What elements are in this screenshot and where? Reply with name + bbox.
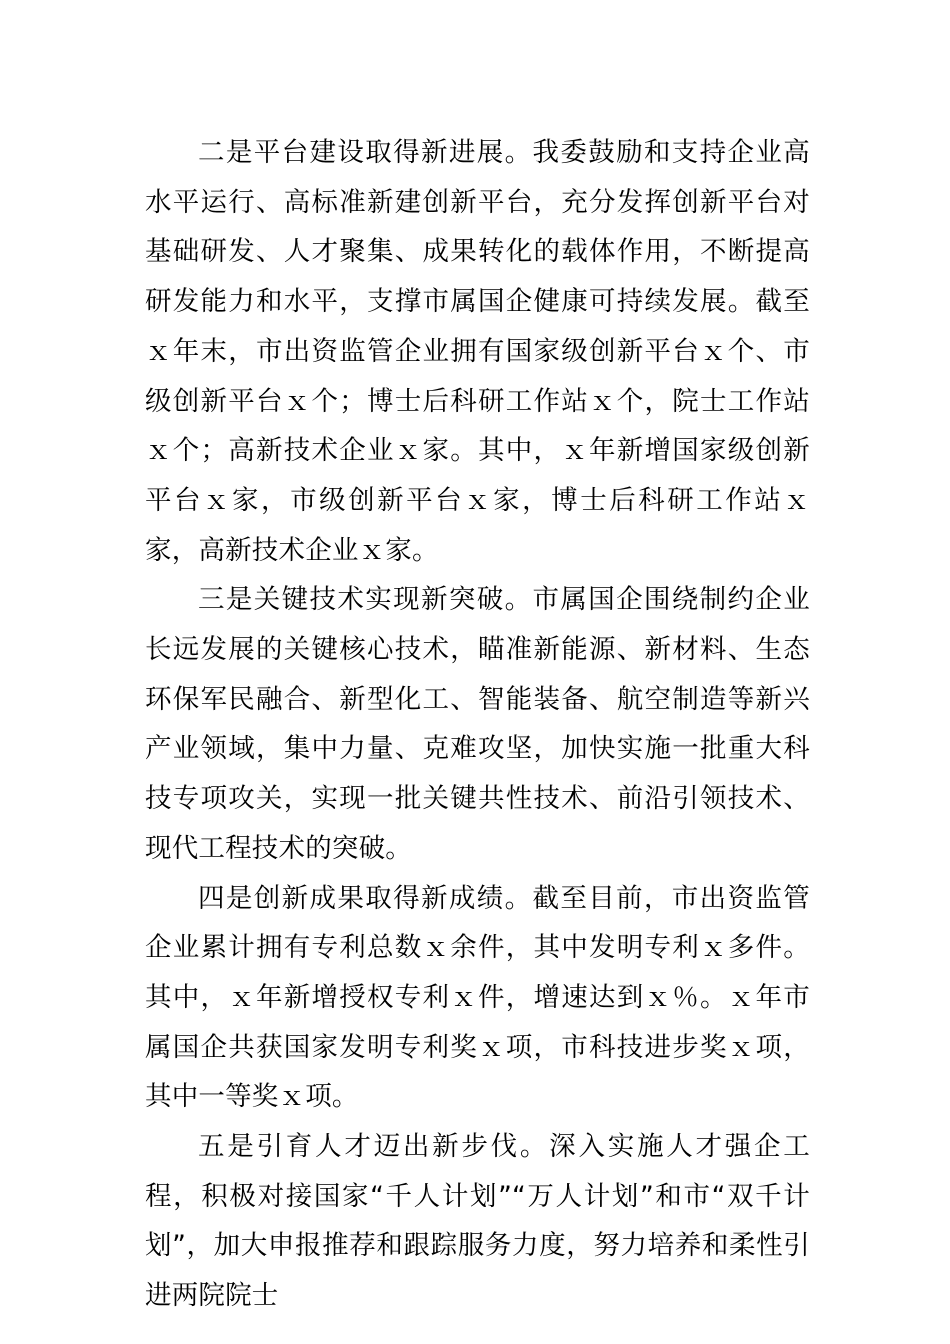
paragraph-platform-construction: 二是平台建设取得新进展。我委鼓励和支持企业高水平运行、高标准新建创新平台，充分发挥创新平台对基础研发、人才聚集、成果转化的载体作用，不断提高研发能力和水平，支撑市属国企健康可持续发展。截至ｘ年末，市出资监管企业拥有国家级创新平台ｘ个、市级创新平台ｘ个；博士后科研工作站ｘ个，院士工作站ｘ个；高新技术企业ｘ家。其中，ｘ年新增国家级创新平台ｘ家，市级创新平台ｘ家，博士后科研工作站ｘ家，高新技术企业ｘ家。: [145, 137, 810, 566]
paragraph-key-technology: 三是关键技术实现新突破。市属国企围绕制约企业长远发展的关键核心技术，瞄准新能源、新材料、生态环保军民融合、新型化工、智能装备、航空制造等新兴产业领域，集中力量、克难攻坚，加快实施一批重大科技专项攻关，实现一批关键共性技术、前沿引领技术、现代工程技术的突破。: [145, 584, 810, 864]
paragraph-innovation-results: 四是创新成果取得新成绩。截至目前，市出资监管企业累计拥有专利总数ｘ余件，其中发明专利ｘ多件。其中，ｘ年新增授权专利ｘ件，增速达到ｘ％。ｘ年市属国企共获国家发明专利奖ｘ项，市科技进步奖ｘ项，其中一等奖ｘ项。: [145, 882, 810, 1113]
document-body: [145, 128, 810, 1321]
paragraph-talent-cultivation: 五是引育人才迈出新步伐。深入实施人才强企工程，积极对接国家“千人计划”“万人计划”和市“双千计划”，加大申报推荐和跟踪服务力度，努力培养和柔性引进两院院士: [145, 1131, 810, 1312]
